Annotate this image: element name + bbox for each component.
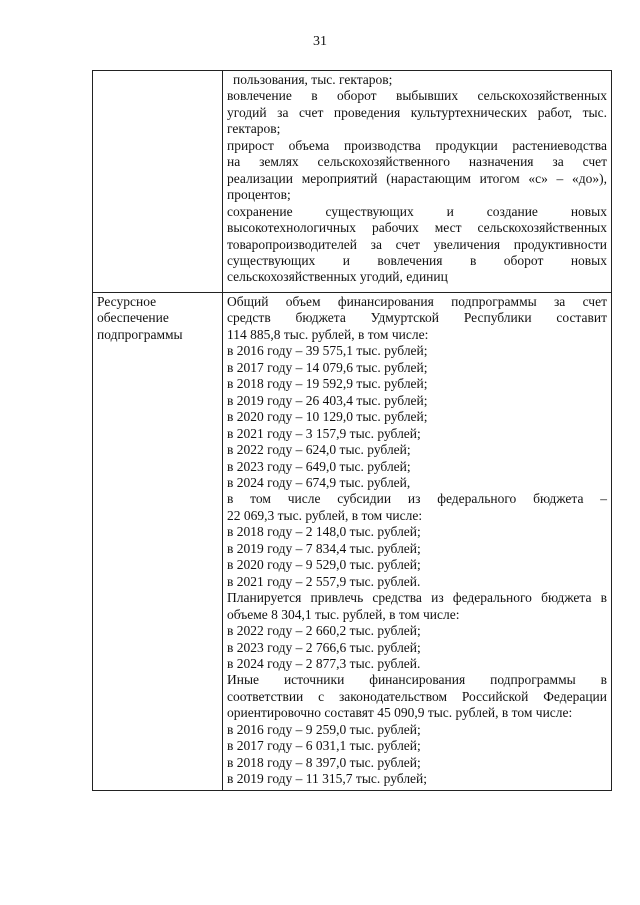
text-line: вовлечение в оборот выбывших сельскохозяйственных: [227, 88, 607, 104]
text-line: Планируется привлечь средства из федерального бюджета в: [227, 590, 607, 606]
text-line: процентов;: [227, 187, 291, 203]
resources-content-cell: [223, 293, 612, 791]
text-line: 114 885,8 тыс. рублей, в том числе:: [227, 326, 429, 342]
text-line: соответствии с законодательством Российской Федерации: [227, 688, 607, 704]
text-line: Общий объем финансирования подпрограммы за счет: [227, 294, 607, 309]
text-line: на землях сельскохозяйственного назначения за счет: [227, 154, 607, 170]
text-line: в 2021 году – 2 557,9 тыс. рублей.: [227, 573, 421, 589]
text-line: в том числе субсидии из федерального бюджета –: [227, 491, 607, 507]
text-line: в 2021 году – 3 157,9 тыс. рублей;: [227, 425, 421, 441]
text-line: в 2023 году – 2 766,6 тыс. рублей;: [227, 639, 421, 655]
text-line: в 2016 году – 9 259,0 тыс. рублей;: [227, 721, 421, 737]
text-line: в 2022 году – 624,0 тыс. рублей;: [227, 442, 411, 458]
text-line: в 2020 году – 9 529,0 тыс. рублей;: [227, 557, 421, 573]
subprogram-passport-table: [92, 70, 612, 791]
text-line: в 2017 году – 6 031,1 тыс. рублей;: [227, 738, 421, 754]
resources-label-line: Ресурсное: [97, 294, 157, 309]
resources-label-cell: [93, 293, 223, 791]
row-label-empty: [93, 71, 223, 293]
text-line: товаропроизводителей за счет увеличения продуктивности: [227, 236, 607, 252]
text-line: в 2017 году – 14 079,6 тыс. рублей;: [227, 359, 428, 375]
text-line: сельскохозяйственных угодий, единиц: [227, 269, 448, 285]
text-line: гектаров;: [227, 121, 281, 137]
text-line: в 2019 году – 7 834,4 тыс. рублей;: [227, 540, 421, 556]
text-line: в 2018 году – 8 397,0 тыс. рублей;: [227, 754, 421, 770]
text-line: реализации мероприятий (нарастающим итогом «с» – «до»),: [227, 170, 607, 186]
text-line: в 2016 году – 39 575,1 тыс. рублей;: [227, 343, 428, 359]
resources-label-line: подпрограммы: [97, 326, 183, 342]
text-line: сохранение существующих и создание новых: [227, 203, 607, 219]
resources-label-line: обеспечение: [97, 310, 169, 326]
text-line: в 2024 году – 2 877,3 тыс. рублей.: [227, 655, 421, 671]
text-line: высокотехнологичных рабочих мест сельскохозяйственных: [227, 220, 607, 236]
text-line: в 2020 году – 10 129,0 тыс. рублей;: [227, 409, 428, 425]
text-line: в 2022 году – 2 660,2 тыс. рублей;: [227, 623, 421, 639]
text-line: в 2023 году – 649,0 тыс. рублей;: [227, 458, 411, 474]
table-row-indicators: [93, 71, 612, 293]
text-line: ориентировочно составят 45 090,9 тыс. рублей, в том числе:: [227, 705, 573, 721]
text-line: в 2019 году – 26 403,4 тыс. рублей;: [227, 392, 428, 408]
table-row-resources: [93, 293, 612, 791]
text-line: средств бюджета Удмуртской Республики составит: [227, 310, 607, 326]
text-line: угодий за счет проведения культуртехнических работ, тыс.: [227, 104, 607, 120]
text-line: существующих и вовлечения в оборот новых: [227, 252, 607, 268]
text-line: Иные источники финансирования подпрограммы в: [227, 672, 607, 688]
text-line: в 2019 году – 11 315,7 тыс. рублей;: [227, 771, 428, 787]
text-line: в 2018 году – 2 148,0 тыс. рублей;: [227, 524, 421, 540]
text-line: 22 069,3 тыс. рублей, в том числе:: [227, 507, 423, 523]
page-number: 31: [313, 34, 327, 49]
text-line: пользования, тыс. гектаров;: [233, 72, 393, 87]
text-line: в 2024 году – 674,9 тыс. рублей,: [227, 474, 411, 490]
text-line: прирост объема производства продукции растениеводства: [227, 137, 607, 153]
indicators-cell: [223, 71, 612, 293]
text-line: в 2018 году – 19 592,9 тыс. рублей;: [227, 376, 428, 392]
text-line: объеме 8 304,1 тыс. рублей, в том числе:: [227, 606, 460, 622]
